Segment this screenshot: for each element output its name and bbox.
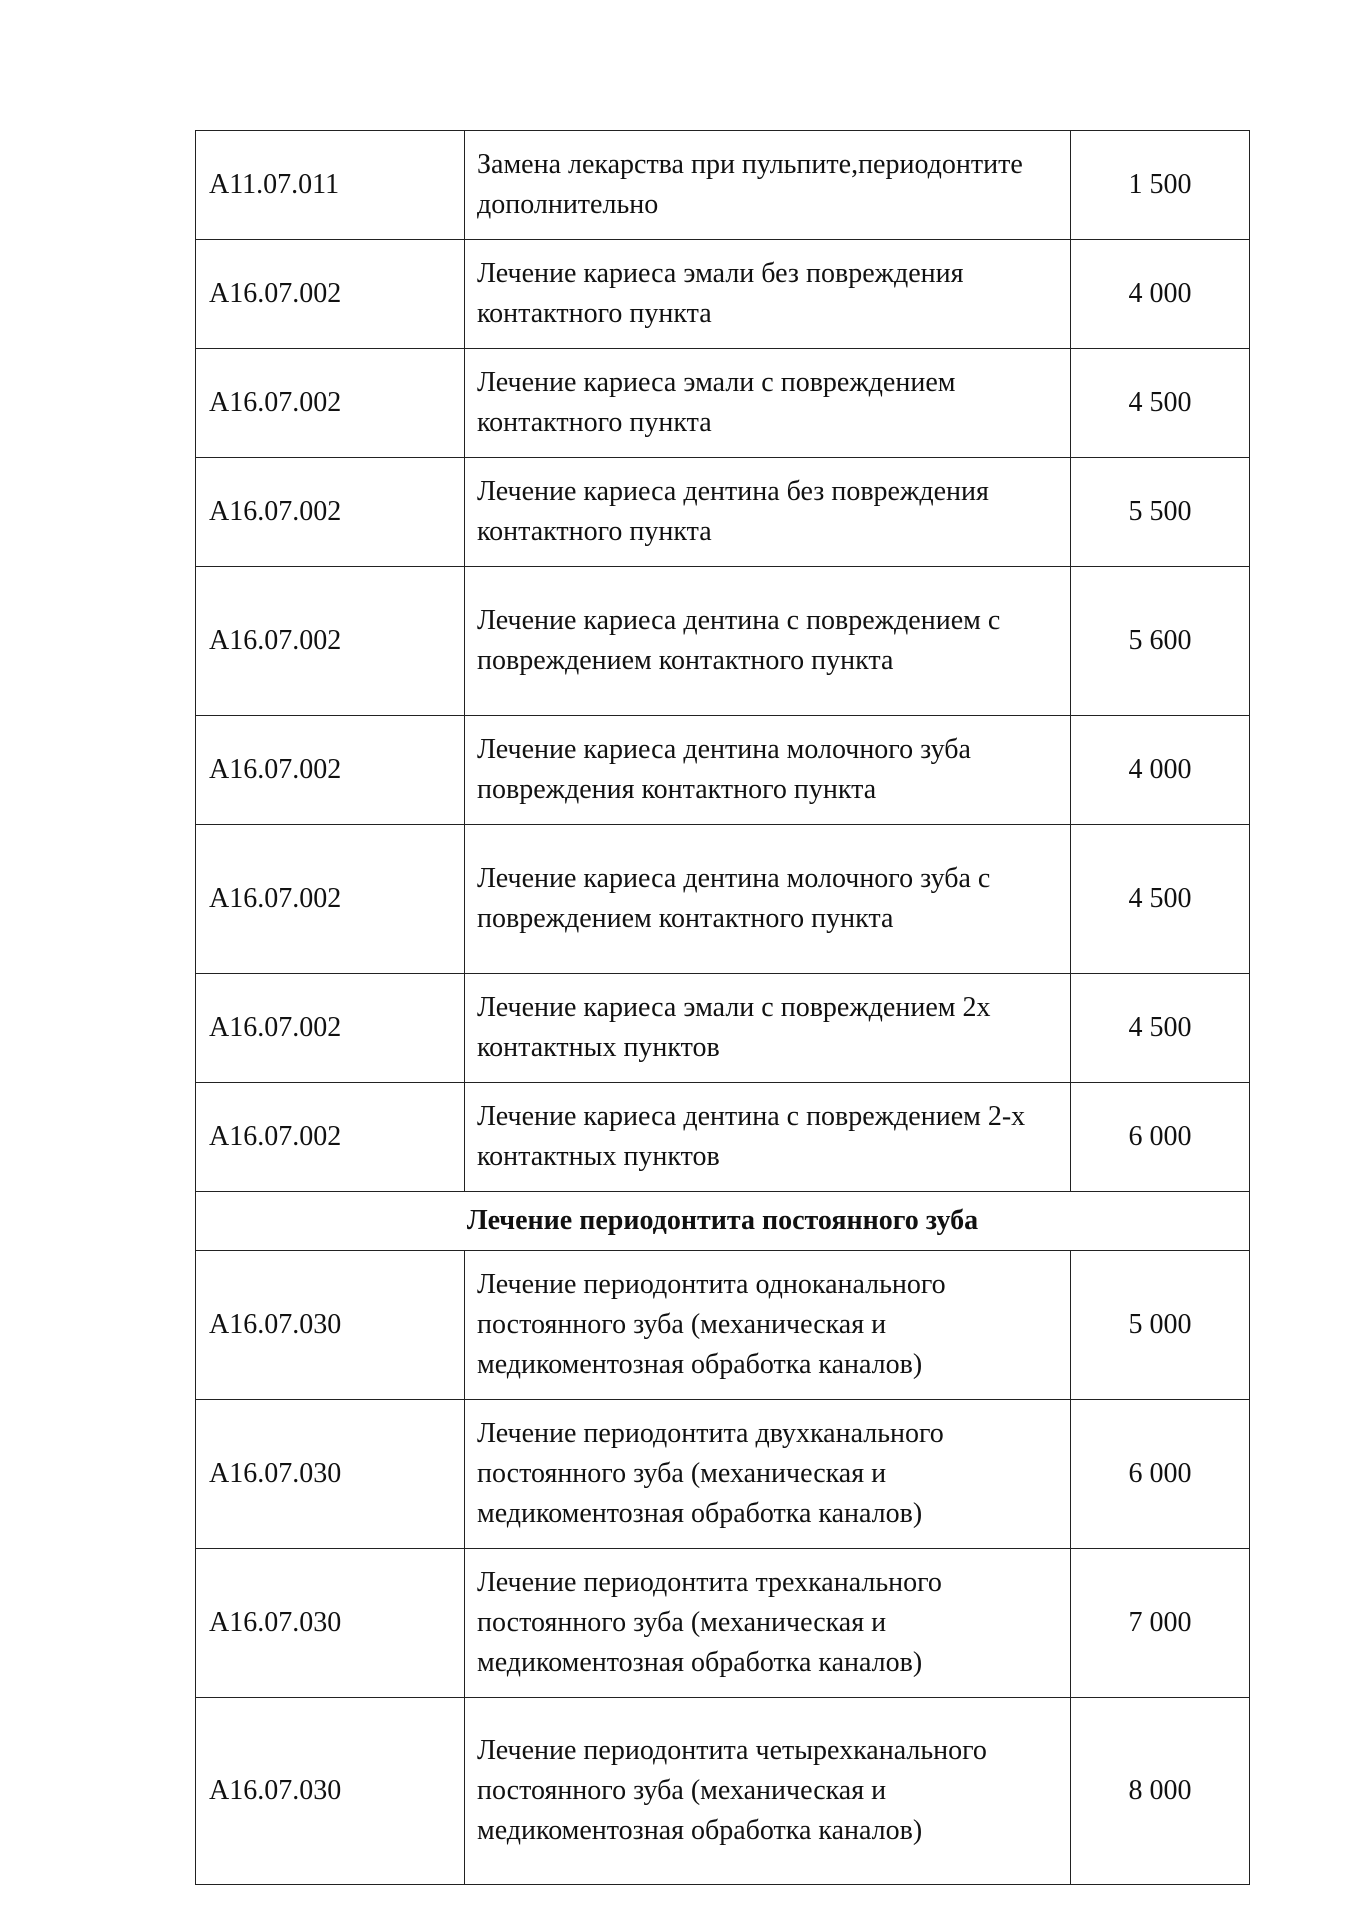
table-row bbox=[196, 349, 1250, 458]
service-code: А16.07.030 bbox=[196, 1251, 465, 1400]
service-name: Лечение кариеса дентина без повреждения контактного пункта bbox=[465, 458, 1071, 567]
table-row bbox=[196, 240, 1250, 349]
service-name: Лечение кариеса эмали без повреждения контактного пункта bbox=[465, 240, 1071, 349]
service-price: 8 000 bbox=[1071, 1698, 1250, 1885]
service-name: Лечение кариеса дентина с повреждением 2-х контактных пунктов bbox=[465, 1083, 1071, 1192]
service-price: 4 500 bbox=[1071, 825, 1250, 974]
service-code: А11.07.011 bbox=[196, 131, 465, 240]
service-name: Лечение периодонтита одноканального постоянного зуба (механическая и медикоментозная обработка каналов) bbox=[465, 1251, 1071, 1400]
service-name: Лечение кариеса дентина с повреждением с повреждением контактного пункта bbox=[465, 567, 1071, 716]
table-row bbox=[196, 825, 1250, 974]
service-price: 4 000 bbox=[1071, 716, 1250, 825]
service-price: 4 500 bbox=[1071, 974, 1250, 1083]
service-code: А16.07.030 bbox=[196, 1698, 465, 1885]
table-row bbox=[196, 131, 1250, 240]
table-row bbox=[196, 1698, 1250, 1885]
service-code: А16.07.002 bbox=[196, 567, 465, 716]
service-name: Лечение периодонтита трехканального постоянного зуба (механическая и медикоментозная обработка каналов) bbox=[465, 1549, 1071, 1698]
service-code: А16.07.002 bbox=[196, 1083, 465, 1192]
section-title: Лечение периодонтита постоянного зуба bbox=[196, 1192, 1250, 1251]
table-row bbox=[196, 1549, 1250, 1698]
service-code: А16.07.002 bbox=[196, 974, 465, 1083]
table-row bbox=[196, 1251, 1250, 1400]
service-name: Лечение кариеса эмали с повреждением контактного пункта bbox=[465, 349, 1071, 458]
service-price: 4 000 bbox=[1071, 240, 1250, 349]
table-row bbox=[196, 974, 1250, 1083]
service-price: 5 000 bbox=[1071, 1251, 1250, 1400]
service-name: Лечение периодонтита четырехканального постоянного зуба (механическая и медикоментозная обработка каналов) bbox=[465, 1698, 1071, 1885]
service-code: А16.07.002 bbox=[196, 349, 465, 458]
table-row bbox=[196, 716, 1250, 825]
service-code: А16.07.002 bbox=[196, 458, 465, 567]
section-header-row bbox=[196, 1192, 1250, 1251]
service-name: Лечение кариеса дентина молочного зуба с повреждением контактного пункта bbox=[465, 825, 1071, 974]
service-price: 5 500 bbox=[1071, 458, 1250, 567]
service-name: Замена лекарства при пульпите,периодонтите дополнительно bbox=[465, 131, 1071, 240]
table-row bbox=[196, 458, 1250, 567]
service-code: А16.07.030 bbox=[196, 1400, 465, 1549]
service-price: 7 000 bbox=[1071, 1549, 1250, 1698]
service-price: 1 500 bbox=[1071, 131, 1250, 240]
table-row bbox=[196, 1083, 1250, 1192]
service-code: А16.07.002 bbox=[196, 240, 465, 349]
service-price: 4 500 bbox=[1071, 349, 1250, 458]
table-row bbox=[196, 567, 1250, 716]
service-price: 6 000 bbox=[1071, 1400, 1250, 1549]
service-name: Лечение кариеса дентина молочного зуба повреждения контактного пункта bbox=[465, 716, 1071, 825]
service-price: 6 000 bbox=[1071, 1083, 1250, 1192]
service-code: А16.07.002 bbox=[196, 716, 465, 825]
service-code: А16.07.030 bbox=[196, 1549, 465, 1698]
price-table bbox=[195, 130, 1250, 1885]
table-row bbox=[196, 1400, 1250, 1549]
service-name: Лечение кариеса эмали с повреждением 2х контактных пунктов bbox=[465, 974, 1071, 1083]
service-price: 5 600 bbox=[1071, 567, 1250, 716]
service-code: А16.07.002 bbox=[196, 825, 465, 974]
service-name: Лечение периодонтита двухканального постоянного зуба (механическая и медикоментозная обработка каналов) bbox=[465, 1400, 1071, 1549]
